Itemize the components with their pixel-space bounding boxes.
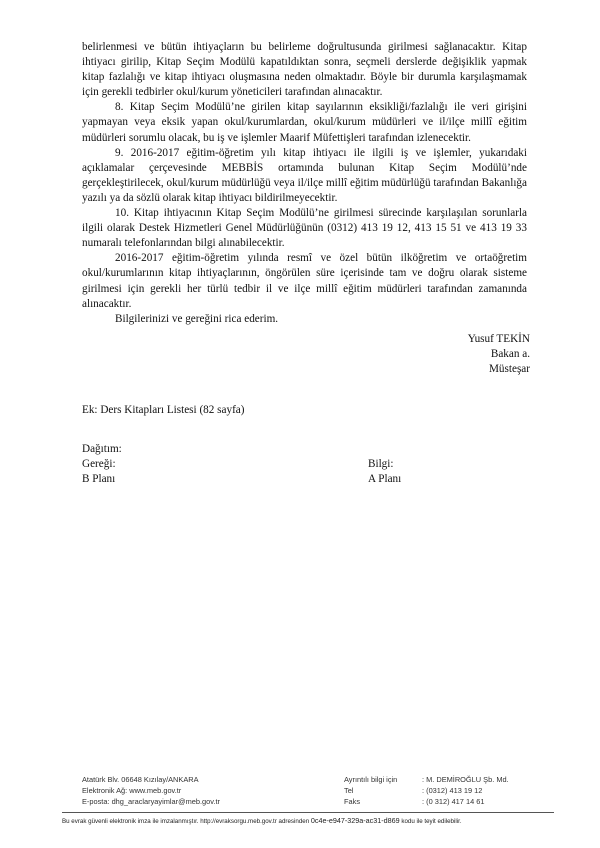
- signature-block: [440, 332, 530, 378]
- contact-row: [344, 774, 509, 785]
- fax-row: [344, 796, 509, 807]
- signatory-name: Yusuf TEKİN: [467, 333, 530, 345]
- action-value: B Planı: [82, 472, 116, 485]
- signatory-position: Müsteşar: [488, 363, 530, 376]
- body-paragraph: Bilgilerinizi ve gereğini rica ederim.: [115, 312, 279, 325]
- footer-divider: [62, 812, 554, 813]
- tel-value: : (0312) 413 19 12: [422, 786, 483, 796]
- attachment-note: Ek: Ders Kitapları Listesi (82 sayfa): [82, 404, 245, 416]
- fax-label: Faks: [344, 797, 361, 807]
- info-value: A Planı: [368, 472, 402, 485]
- contact-label: Ayrıntılı bilgi için: [344, 775, 398, 784]
- distribution-heading: Dağıtım:: [82, 443, 122, 455]
- esign-suffix: kodu ile teyit edilebilir.: [401, 818, 462, 825]
- distribution-block: [82, 442, 122, 486]
- body-paragraph: 2016-2017 eğitim-öğretim yılında resmî ve özel bütün ilköğretim ve ortaöğretim okul/kurumlarının kitap ihtiyaçlarının, öngörülen süre içerisinde tam ve doğru olarak sisteme girilmesi için gerekli her türlü tedbir il ve ilçe millî eğitim müdürleri tarafından zamanında alınacaktır.: [82, 252, 527, 310]
- body-paragraph: 10. Kitap ihtiyacının Kitap Seçim Modülü’ne girilmesi sürecinde karşılaşılan sorunlarla ilgili olarak Destek Hizmetleri Genel Müdürlüğünün (0312) 413 19 12, 413 15 51 ve 413 19 33 numaralı telefonlarından bilgi alınabilecektir.: [82, 207, 527, 250]
- footer-web: Elektronik Ağ: www.meb.gov.tr: [82, 786, 182, 796]
- fax-value: : (0 312) 417 14 61: [422, 797, 485, 807]
- contact-value: : M. DEMİROĞLU Şb. Md.: [422, 775, 509, 784]
- info-label: Bilgi:: [368, 458, 394, 470]
- verification-code: 0c4e-e947-329a-ac31-d869: [310, 816, 400, 825]
- footer-address: Atatürk Blv. 06648 Kızılay/ANKARA: [82, 775, 199, 784]
- footer-email: E-posta: dhg_araclaryayimlar@meb.gov.tr: [82, 797, 220, 807]
- footer-contact-block: [344, 774, 509, 808]
- esign-notice: [62, 816, 554, 825]
- tel-row: [344, 785, 509, 796]
- body-paragraph: 8. Kitap Seçim Modülü’ne girilen kitap sayılarının eksikliği/fazlalığı ile veri girişini yapmayan veya eksik yapan okul/kurumlardan, okul/kurum müdürleri ve il/ilçe millî eğitim müdürleri sorumlu olacak, bu iş ve işlemler Maarif Müfettişleri tarafından izlenecektir.: [82, 101, 527, 144]
- footer-address-block: [82, 774, 220, 808]
- action-label: Gereği:: [82, 457, 116, 470]
- info-distribution-block: [368, 457, 401, 487]
- esign-prefix: Bu evrak güvenli elektronik imza ile imzalanmıştır. http://evraksorgu.meb.gov.tr adresinden: [62, 818, 310, 825]
- tel-label: Tel: [344, 786, 354, 796]
- body-paragraph: 9. 2016-2017 eğitim-öğretim yılı kitap ihtiyacı ile ilgili iş ve işlemler, yukarıdaki açıklamalar çerçevesinde MEBBİS ortamında bulunan Kitap Seçim Modülü’nde gerçekleştirilecek, okul/kurum müdürlüğü veya il/ilçe millî eğitim müdürlüğü tarafından Bakanlığa yazılı ya da sözlü olarak kitap ihtiyacı bildirilmeyecektir.: [82, 146, 527, 204]
- signatory-title: Bakan a.: [490, 348, 530, 361]
- body-paragraph: belirlenmesi ve bütün ihtiyaçların bu belirleme doğrultusunda girilmesi sağlanacaktır. Kitap ihtiyacı girilip, Kitap Seçim Modülü kapatıldıktan sonra, seçmeli derslerde değişiklik yapmak kitap fazlalığı ve kitap ihtiyacı oluşmasına neden olmaktadır. Böyle bir durumla karşılaşmamak için gerekli tedbirler okul/kurum yöneticileri tarafından alınacaktır.: [82, 41, 527, 99]
- letter-body: [82, 40, 527, 327]
